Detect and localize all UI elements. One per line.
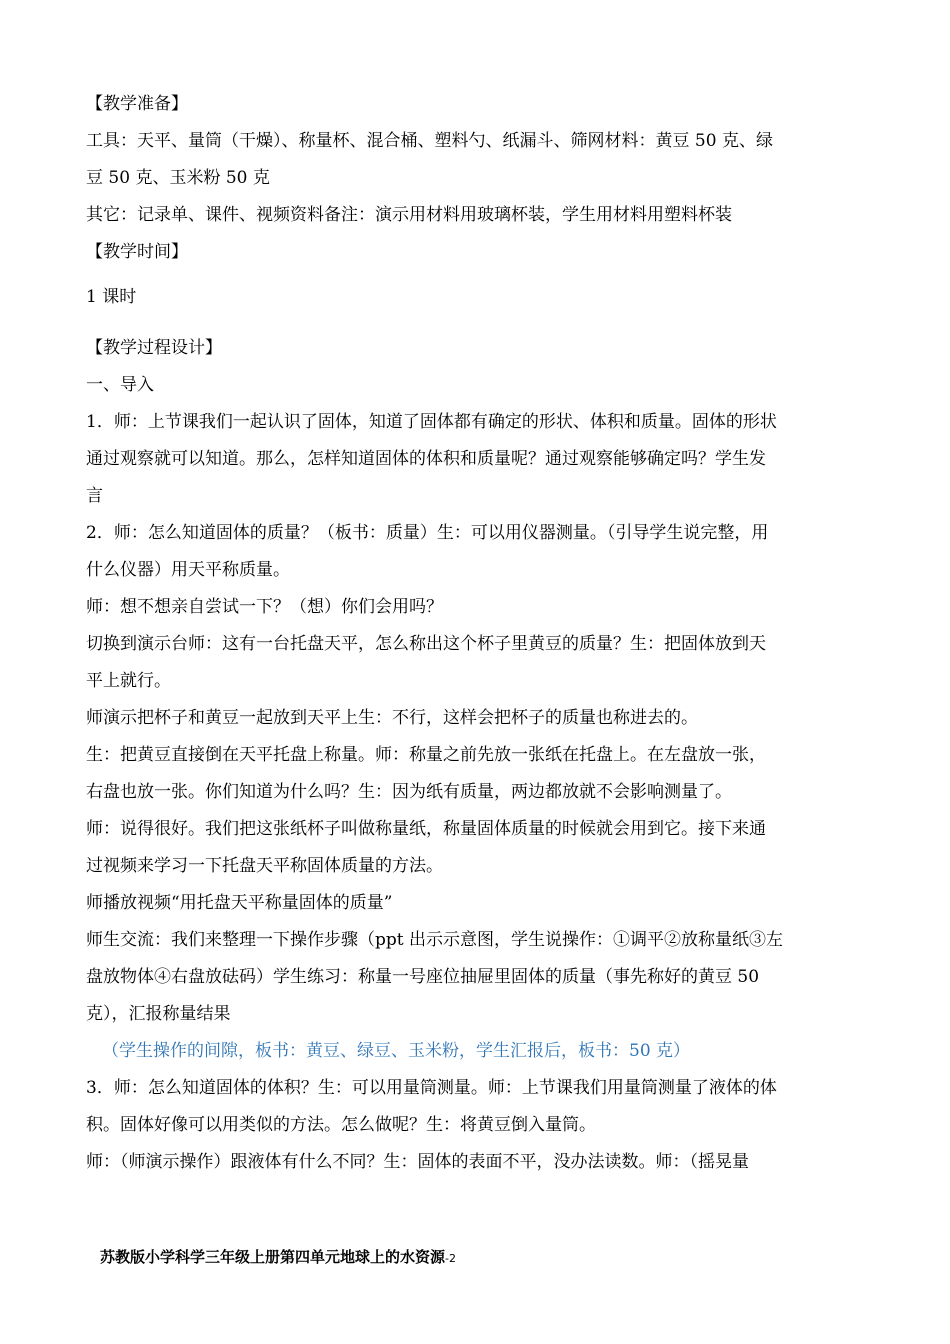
- other-line: 其它：记录单、课件、视频资料备注：演示用材料用玻璃杯装，学生用材料用塑料杯装: [86, 205, 732, 225]
- paragraph-2-line-1: 2．师：怎么知道固体的质量？（板书：质量）生：可以用仪器测量。（引导学生说完整，用: [86, 523, 769, 543]
- section-heading-process: 【教学过程设计】: [86, 338, 222, 358]
- time-value: 1 课时: [86, 287, 137, 307]
- paragraph-7-line-1: 师：说得很好。我们把这张纸杯子叫做称量纸，称量固体质量的时候就会用到它。接下来通: [86, 819, 766, 839]
- tools-line-1: 工具：天平、量筒（干燥）、称量杯、混合桶、塑料勺、纸漏斗、筛网材料：黄豆 50 克、绿: [86, 131, 773, 151]
- paragraph-1-line-2: 通过观察就可以知道。那么，怎样知道固体的体积和质量呢？通过观察能够确定吗？学生发: [86, 449, 766, 469]
- paragraph-1-line-1: 1．师：上节课我们一起认识了固体，知道了固体都有确定的形状、体积和质量。固体的形状: [86, 412, 777, 432]
- document-body: [86, 86, 864, 1181]
- paragraph-2-line-2: 什么仪器）用天平称质量。: [86, 560, 290, 580]
- paragraph-11-line-1: 3．师：怎么知道固体的体积？生：可以用量筒测量。师：上节课我们用量筒测量了液体的体: [86, 1078, 777, 1098]
- paragraph-3: 师：想不想亲自尝试一下？（想）你们会用吗？: [86, 597, 443, 617]
- part-title-intro: 一、导入: [86, 375, 154, 395]
- paragraph-6-line-2: 右盘也放一张。你们知道为什么吗？生：因为纸有质量，两边都放就不会影响测量了。: [86, 782, 732, 802]
- board-note: （学生操作的间隙，板书：黄豆、绿豆、玉米粉，学生汇报后，板书：50 克）: [102, 1041, 691, 1061]
- section-heading-time: 【教学时间】: [86, 242, 188, 262]
- footer-title: 苏教版小学科学三年级上册第四单元地球上的水资源: [100, 1248, 446, 1266]
- section-heading-prep: 【教学准备】: [86, 94, 188, 114]
- page-footer: [100, 1245, 456, 1271]
- paragraph-9-line-2: 盘放物体④右盘放砝码）学生练习：称量一号座位抽屉里固体的质量（事先称好的黄豆 50: [86, 967, 760, 987]
- footer-page-number: -2: [445, 1252, 456, 1265]
- paragraph-12: 师：（师演示操作）跟液体有什么不同？生：固体的表面不平，没办法读数。师：（摇晃量: [86, 1152, 749, 1172]
- paragraph-9-line-1: 师生交流：我们来整理一下操作步骤（ppt 出示示意图，学生说操作：①调平②放称量纸③左: [86, 930, 783, 950]
- paragraph-11-line-2: 积。固体好像可以用类似的方法。怎么做呢？生：将黄豆倒入量筒。: [86, 1115, 596, 1135]
- paragraph-7-line-2: 过视频来学习一下托盘天平称固体质量的方法。: [86, 856, 443, 876]
- tools-line-2: 豆 50 克、玉米粉 50 克: [86, 168, 270, 188]
- paragraph-6-line-1: 生：把黄豆直接倒在天平托盘上称量。师：称量之前先放一张纸在托盘上。在左盘放一张，: [86, 745, 766, 765]
- paragraph-4-line-2: 平上就行。: [86, 671, 171, 691]
- paragraph-4-line-1: 切换到演示台师：这有一台托盘天平，怎么称出这个杯子里黄豆的质量？生：把固体放到天: [86, 634, 766, 654]
- paragraph-5: 师演示把杯子和黄豆一起放到天平上生：不行，这样会把杯子的质量也称进去的。: [86, 708, 698, 728]
- paragraph-8: 师播放视频“用托盘天平称量固体的质量”: [86, 893, 393, 913]
- paragraph-1-line-3: 言: [86, 486, 103, 506]
- paragraph-9-line-3: 克），汇报称量结果: [86, 1004, 231, 1024]
